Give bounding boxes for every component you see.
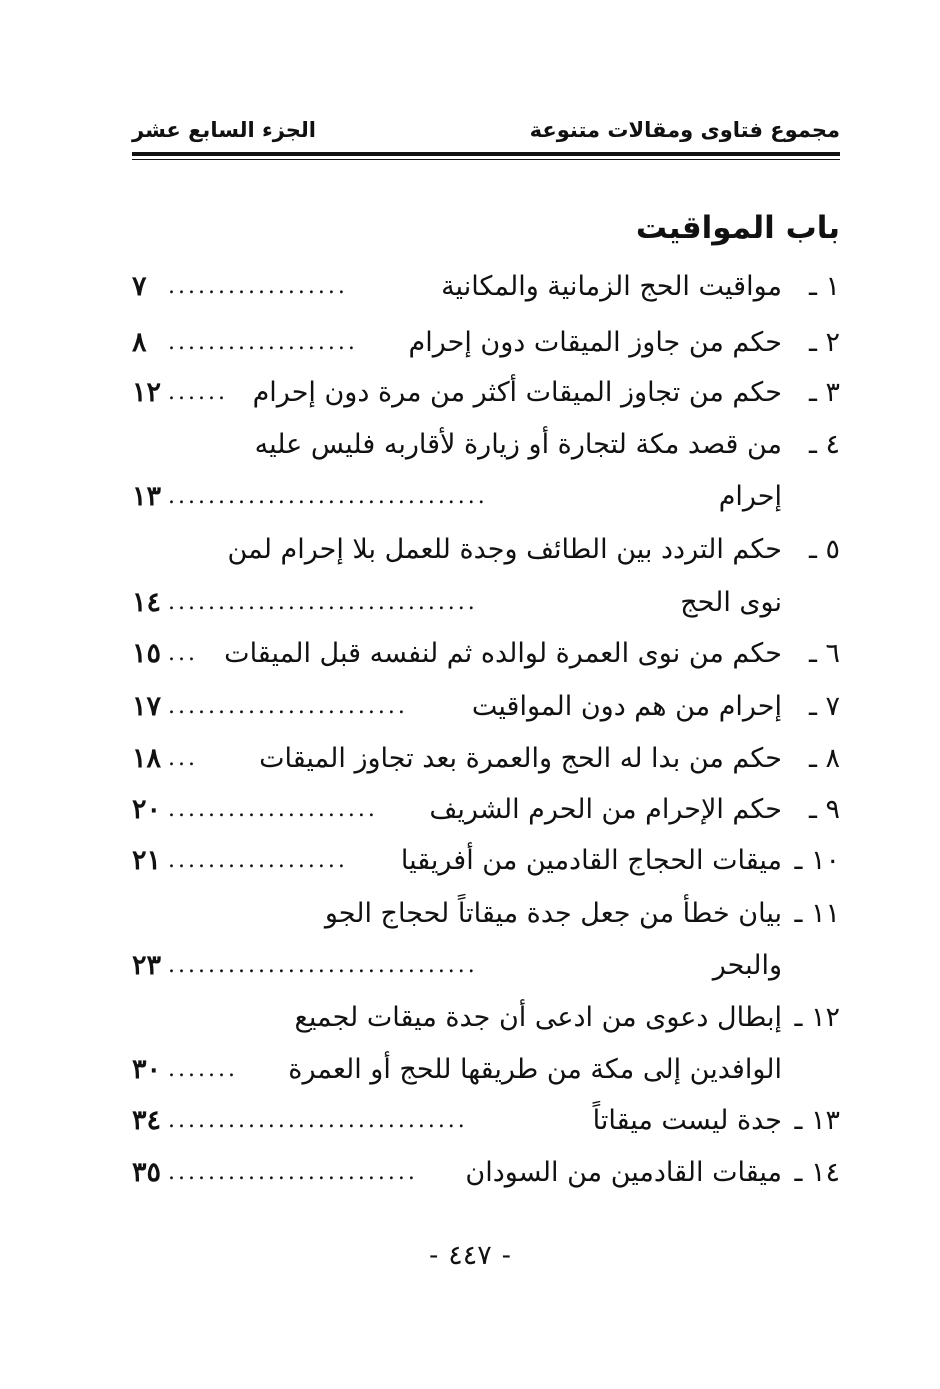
toc-entry-page: ١٢ — [132, 377, 162, 408]
toc-entry — [132, 631, 840, 677]
toc-entry — [132, 264, 840, 310]
toc-entry-number: ٨ ـ — [808, 743, 840, 774]
toc-entry-title: من قصد مكة لتجارة أو زيارة لأقاربه فليس عليه — [254, 429, 782, 460]
toc-entry — [132, 320, 840, 366]
toc-leader-dots: ... — [168, 746, 198, 771]
toc-entry-page: ٢٠ — [132, 794, 162, 825]
toc-leader-dots: .............................. — [168, 1108, 468, 1133]
toc-entry-number: ١٣ ـ — [794, 1105, 840, 1136]
toc-entry — [132, 422, 840, 468]
toc-entry-number: ٢ ـ — [808, 327, 840, 358]
toc-leader-dots: ...... — [168, 380, 228, 405]
toc-entry — [132, 1098, 840, 1144]
toc-entry-page: ٣٥ — [132, 1157, 162, 1188]
toc-entry-number: ٦ ـ — [808, 638, 840, 669]
toc-entry-title: إحرام من هم دون المواقيت — [471, 691, 782, 722]
toc-entry-number: ١١ ـ — [794, 898, 840, 929]
toc-entry-page: ٢١ — [132, 845, 162, 876]
toc-leader-dots: .................. — [168, 274, 348, 299]
toc-entry-number: ١٠ ـ — [794, 845, 840, 876]
toc-entry — [132, 580, 840, 626]
section-title: باب المواقيت — [635, 210, 840, 246]
toc-entry-page: ٣٠ — [132, 1054, 162, 1085]
toc-entry — [132, 527, 840, 573]
toc-leader-dots: ................... — [168, 330, 358, 355]
toc-entry — [132, 838, 840, 884]
toc-entry-title: نوى الحج — [680, 587, 782, 618]
toc-leader-dots: ......................... — [168, 1160, 418, 1185]
toc-entry-title: حكم من تجاوز الميقات أكثر من مرة دون إحرام — [252, 377, 782, 408]
toc-leader-dots: ... — [168, 641, 198, 666]
toc-entry-page: ١٥ — [132, 638, 162, 669]
toc-entry-title: بيان خطأ من جعل جدة ميقاتاً لحجاج الجو — [324, 898, 782, 929]
toc-entry-number: ٩ ـ — [808, 794, 840, 825]
toc-entry-page: ١٤ — [132, 587, 162, 618]
toc-entry-number: ١ ـ — [808, 271, 840, 302]
toc-entry-title: حكم التردد بين الطائف وجدة للعمل بلا إحرام لمن — [227, 534, 782, 565]
toc-entry — [132, 995, 840, 1041]
toc-entry-number: ١٢ ـ — [794, 1002, 840, 1033]
volume-label: الجزء السابع عشر — [132, 118, 316, 142]
toc-leader-dots: ....... — [168, 1057, 238, 1082]
footer-page-number: ٤٤٧ — [448, 1240, 492, 1271]
toc-entry-number: ٣ ـ — [808, 377, 840, 408]
toc-entry-title: حكم من جاوز الميقات دون إحرام — [408, 327, 782, 358]
book-title: مجموع فتاوى ومقالات متنوعة — [529, 118, 840, 142]
toc-entry-title: ميقات الحجاج القادمين من أفريقيا — [400, 845, 782, 876]
toc-entry — [132, 474, 840, 520]
toc-entry-title: مواقيت الحج الزمانية والمكانية — [441, 271, 782, 302]
toc-entry-title: ميقات القادمين من السودان — [465, 1157, 782, 1188]
toc-entry-number: ١٤ ـ — [794, 1157, 840, 1188]
toc-entry-title: حكم من بدا له الحج والعمرة بعد تجاوز الميقات — [259, 743, 782, 774]
toc-entry — [132, 891, 840, 937]
toc-entry-number: ٥ ـ — [808, 534, 840, 565]
toc-entry-title: إبطال دعوى من ادعى أن جدة ميقات لجميع — [294, 1002, 782, 1033]
toc-entry-page: ١٧ — [132, 691, 162, 722]
toc-entry — [132, 370, 840, 416]
footer-dash-left: - — [429, 1240, 439, 1271]
toc-leader-dots: ................................ — [168, 484, 488, 509]
toc-leader-dots: .................. — [168, 848, 348, 873]
toc-entry-number: ٤ ـ — [808, 429, 840, 460]
toc-entry — [132, 943, 840, 989]
toc-leader-dots: ............................... — [168, 590, 478, 615]
toc-entry-title: حكم من نوى العمرة لوالده ثم لنفسه قبل الميقات — [224, 638, 782, 669]
toc-entry-page: ٨ — [132, 327, 147, 358]
toc-leader-dots: ..................... — [168, 797, 378, 822]
toc-entry-page: ٢٣ — [132, 950, 162, 981]
toc-entry — [132, 787, 840, 833]
toc-entry-title: حكم الإحرام من الحرم الشريف — [429, 794, 782, 825]
toc-entry — [132, 736, 840, 782]
toc-entry-title: والبحر — [712, 950, 782, 981]
toc-leader-dots: ............................... — [168, 953, 478, 978]
footer-dash-right: - — [501, 1240, 511, 1271]
toc-entry-page: ١٣ — [132, 481, 162, 512]
toc-entry — [132, 684, 840, 730]
toc-leader-dots: ........................ — [168, 694, 408, 719]
toc-entry-title: جدة ليست ميقاتاً — [592, 1105, 782, 1136]
toc-entry — [132, 1150, 840, 1196]
toc-entry-page: ٧ — [132, 271, 147, 302]
page-footer — [0, 1240, 940, 1271]
toc-entry — [132, 1047, 840, 1093]
toc-entry-number: ٧ ـ — [808, 691, 840, 722]
toc-entry-page: ٣٤ — [132, 1105, 162, 1136]
toc-entry-page: ١٨ — [132, 743, 162, 774]
toc-entry-title: إحرام — [718, 481, 782, 512]
toc-entry-title: الوافدين إلى مكة من طريقها للحج أو العمرة — [288, 1054, 782, 1085]
